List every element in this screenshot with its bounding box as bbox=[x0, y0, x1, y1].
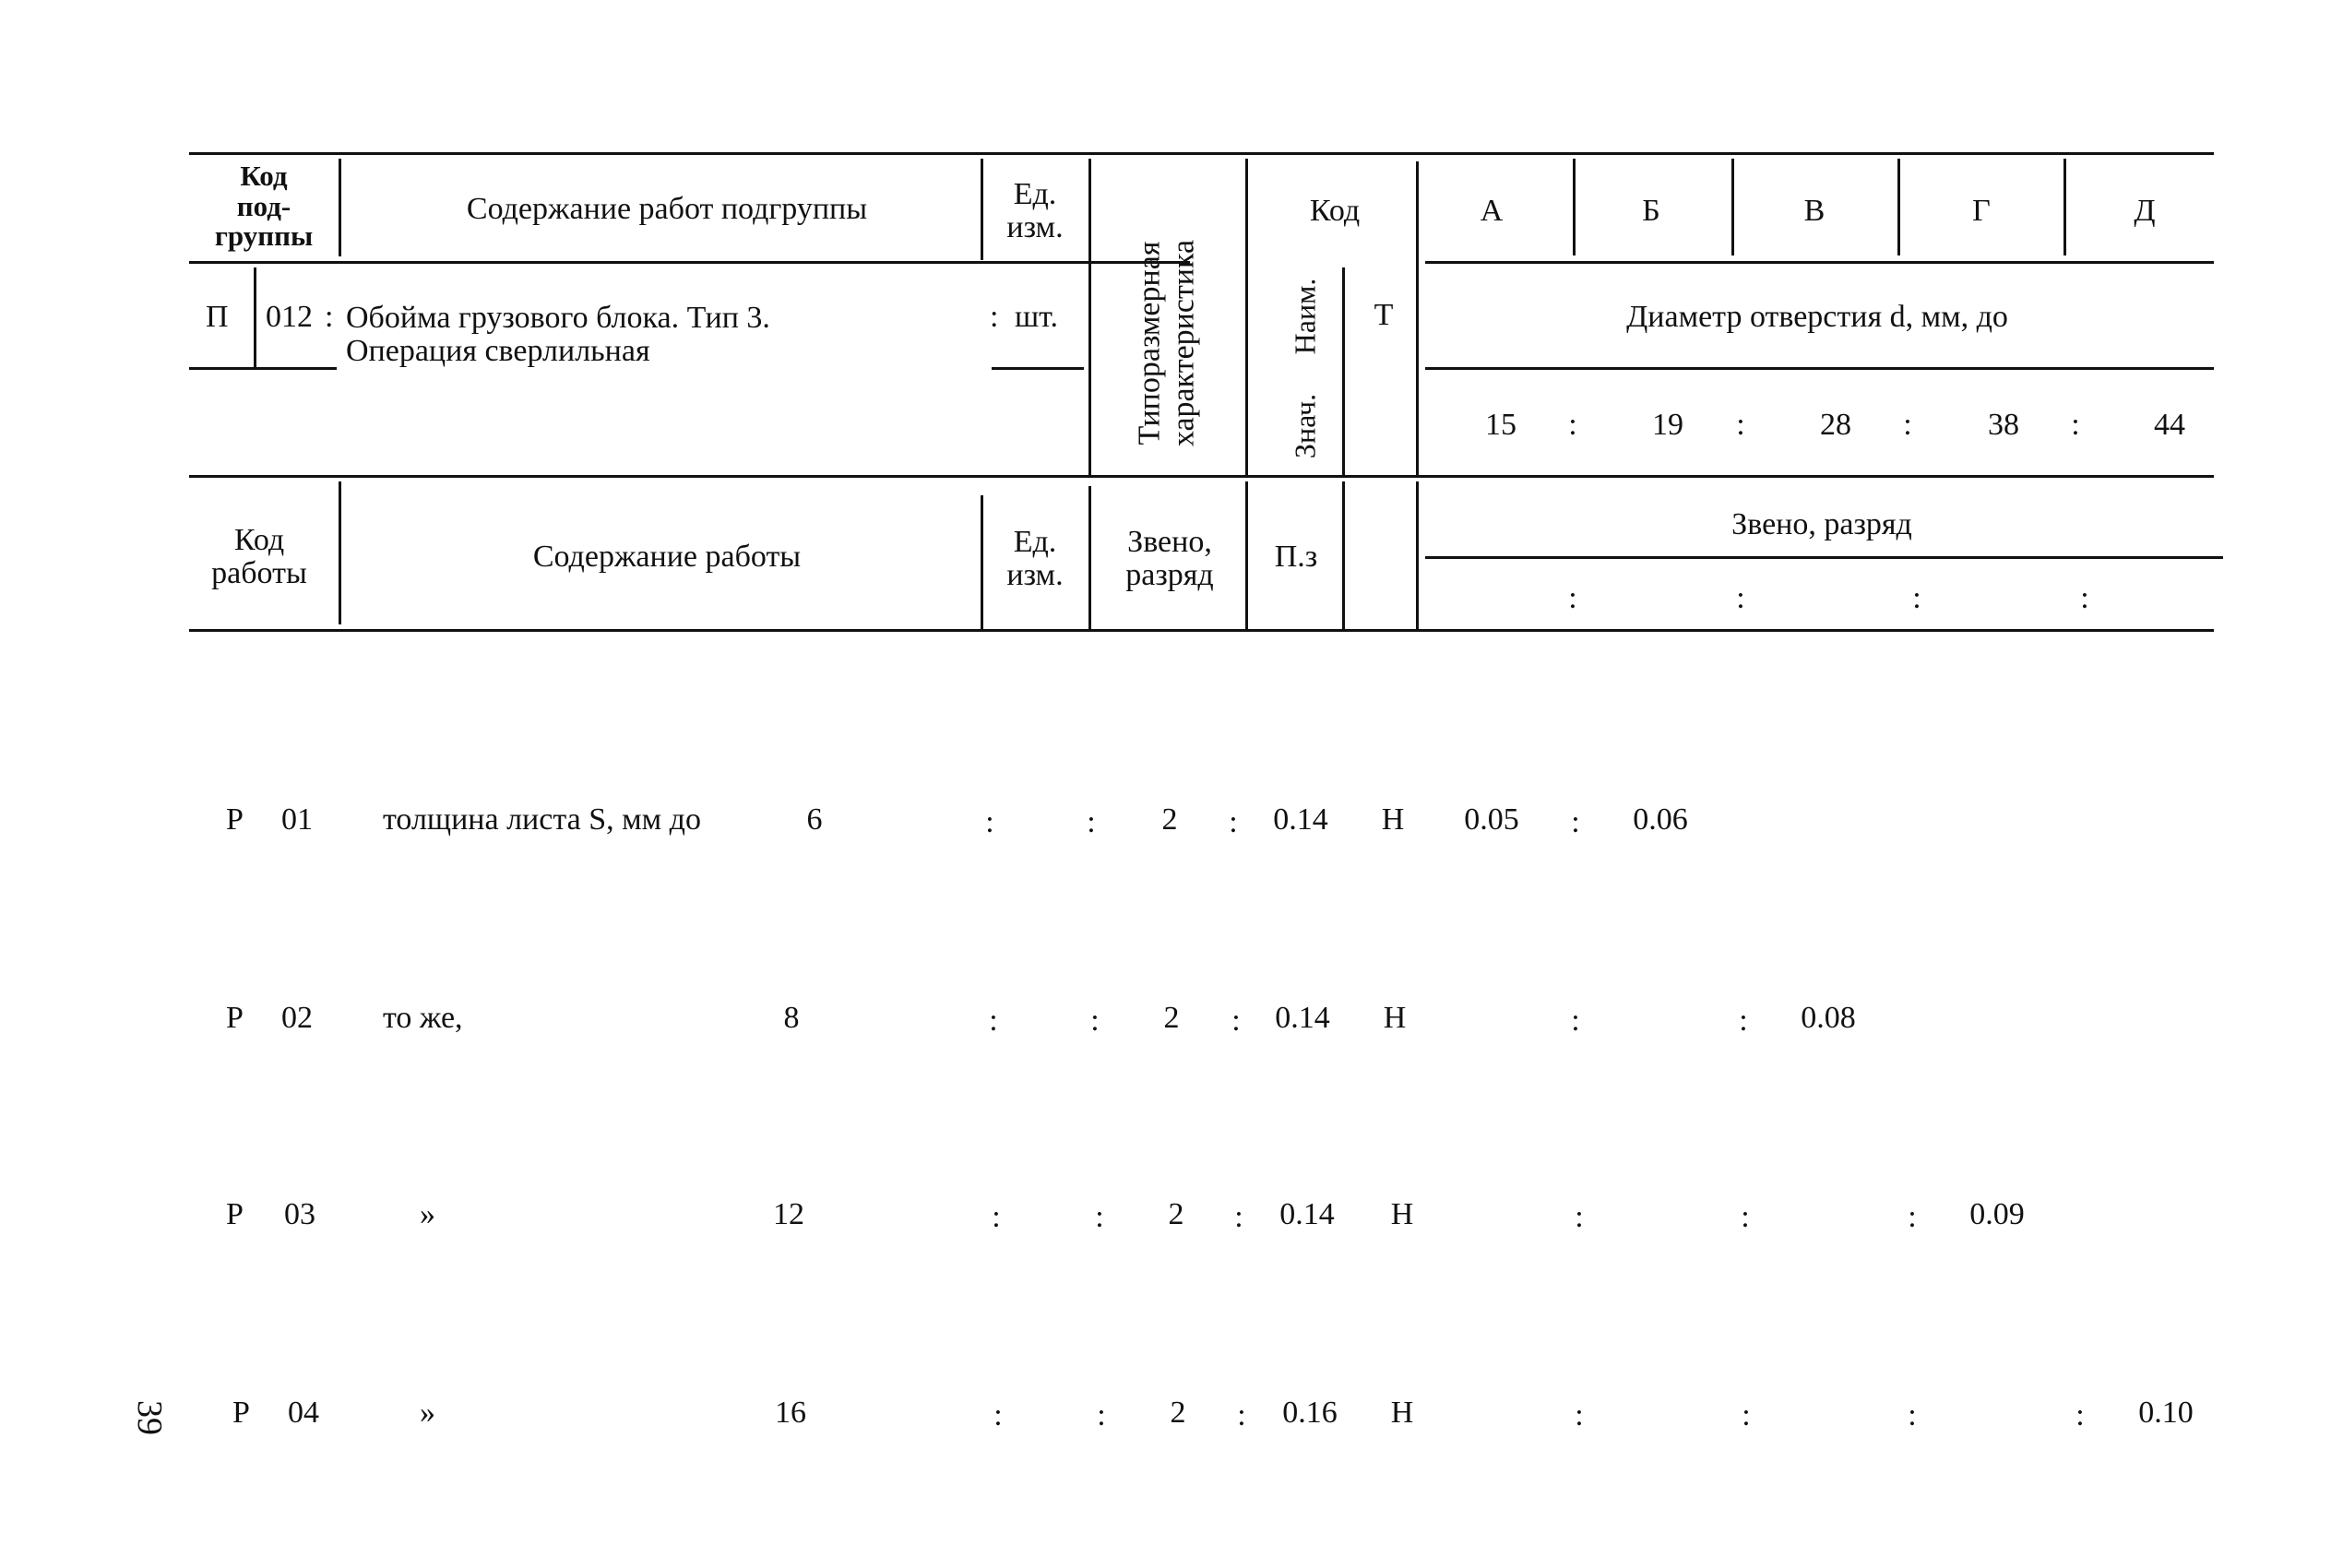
row-3-cell-d: 0.09 bbox=[1969, 1197, 2025, 1231]
param-rule bbox=[1425, 367, 2214, 370]
row-4-colon-unit: : bbox=[993, 1398, 1003, 1432]
vrule-code bbox=[339, 159, 341, 256]
row-2-pz: 0.14 bbox=[1275, 1001, 1330, 1035]
diameter-value-d: 38 bbox=[1988, 408, 2019, 442]
t-label: Т bbox=[1374, 298, 1394, 332]
row-2-description: то же, bbox=[383, 1001, 463, 1035]
row-4-colon-c: : bbox=[1908, 1398, 1917, 1432]
diameter-colon-4: : bbox=[2071, 408, 2080, 442]
row-3-pz: 0.14 bbox=[1279, 1197, 1335, 1231]
code-label: Код bbox=[1309, 194, 1361, 228]
row-4-value: 16 bbox=[775, 1396, 806, 1430]
row-3-colon-crew: : bbox=[1234, 1200, 1243, 1234]
crew-rank-colon-2: : bbox=[1736, 581, 1745, 615]
row-3-value: 12 bbox=[773, 1197, 804, 1231]
row-3-t: Н bbox=[1390, 1197, 1414, 1231]
row-3-letter: Р bbox=[226, 1197, 244, 1231]
row-2-value: 8 bbox=[783, 1001, 800, 1035]
vrule-typesize bbox=[1245, 159, 1248, 475]
vrule-code-right bbox=[1416, 161, 1419, 475]
unit-underline bbox=[992, 367, 1084, 370]
subgroup-number-colon: : bbox=[325, 300, 334, 334]
work-unit-label: Ед. изм. bbox=[1006, 525, 1064, 592]
column-a-label: А bbox=[1480, 194, 1504, 228]
row-1-letter: Р bbox=[226, 802, 244, 837]
row-1-cell-a: 0.05 bbox=[1464, 802, 1519, 837]
diameter-colon-1: : bbox=[1568, 408, 1577, 442]
work-code-label: Код работы bbox=[211, 523, 307, 590]
row-3-colon-b: : bbox=[1741, 1200, 1750, 1234]
crew-rank-label: Звено, разряд bbox=[1731, 507, 1912, 541]
row-4-letter: Р bbox=[232, 1396, 250, 1430]
row-3-description: » bbox=[420, 1197, 435, 1231]
row-1-crew: 2 bbox=[1161, 802, 1178, 837]
vrule-col-b bbox=[1731, 159, 1734, 255]
row-4-colon-typesize: : bbox=[1097, 1398, 1106, 1432]
row-1-colon-a: : bbox=[1571, 805, 1580, 839]
vrule-work-unit bbox=[1088, 486, 1091, 629]
column-c-label: В bbox=[1803, 194, 1826, 228]
row-1-t: Н bbox=[1381, 802, 1405, 837]
row-4-colon-d: : bbox=[2075, 1398, 2085, 1432]
row-1-value: 6 bbox=[806, 802, 823, 837]
unit-label: Ед. изм. bbox=[1006, 177, 1064, 244]
row-1-cell-b: 0.06 bbox=[1633, 802, 1688, 837]
row-4-code: 04 bbox=[288, 1396, 319, 1430]
row-1-description: толщина листа S, мм до bbox=[383, 802, 701, 837]
subgroup-number: 012 bbox=[266, 300, 313, 334]
work-content-label: Содержание работы bbox=[532, 540, 802, 574]
vrule-content bbox=[981, 159, 983, 260]
vrule-t bbox=[1416, 481, 1419, 629]
row-2-colon-typesize: : bbox=[1090, 1004, 1100, 1038]
vrule-col-a bbox=[1573, 159, 1576, 255]
row-1-colon-unit: : bbox=[985, 805, 994, 839]
crew-rank-colon-3: : bbox=[1912, 581, 1921, 615]
row-2-colon-crew: : bbox=[1231, 1004, 1241, 1038]
row-3-colon-typesize: : bbox=[1095, 1200, 1104, 1234]
diameter-value-e: 44 bbox=[2154, 408, 2185, 442]
vrule-col-d bbox=[2064, 159, 2066, 255]
row-1-colon-crew: : bbox=[1229, 805, 1238, 839]
row-1-colon-typesize: : bbox=[1087, 805, 1096, 839]
vrule-col-c bbox=[1897, 159, 1900, 255]
subgroup-code-underline bbox=[189, 367, 337, 370]
row-2-colon-b: : bbox=[1739, 1004, 1748, 1038]
vrule-work-content bbox=[981, 495, 983, 629]
row-1-pz: 0.14 bbox=[1273, 802, 1328, 837]
header-sub-rule-right bbox=[1425, 261, 2214, 264]
diameter-colon-2: : bbox=[1736, 408, 1745, 442]
row-2-cell-c: 0.08 bbox=[1801, 1001, 1856, 1035]
row-4-cell-e: 0.10 bbox=[2138, 1396, 2194, 1430]
header-top-rule bbox=[189, 152, 2214, 155]
vrule-crew bbox=[1245, 481, 1248, 629]
table-header-end-rule bbox=[189, 629, 2214, 632]
row-4-colon-b: : bbox=[1742, 1398, 1751, 1432]
column-d-label: Г bbox=[1972, 194, 1991, 228]
subgroup-code-label: Код под- группы bbox=[214, 160, 314, 253]
page-number: 39 bbox=[130, 1400, 169, 1435]
row-2-t: Н bbox=[1383, 1001, 1407, 1035]
crew-rank-rule bbox=[1425, 556, 2223, 559]
diameter-value-a: 15 bbox=[1485, 408, 1516, 442]
row-2-crew: 2 bbox=[1163, 1001, 1180, 1035]
row-3-colon-unit: : bbox=[992, 1200, 1001, 1234]
row-4-t: Н bbox=[1390, 1396, 1414, 1430]
row-4-colon-crew: : bbox=[1237, 1398, 1246, 1432]
header-sub-rule-left bbox=[189, 261, 1190, 264]
crew-rank-colon-1: : bbox=[1568, 581, 1577, 615]
row-2-colon-a: : bbox=[1571, 1004, 1580, 1038]
column-b-label: Б bbox=[1642, 194, 1660, 228]
row-2-colon-unit: : bbox=[989, 1004, 998, 1038]
diameter-value-b: 19 bbox=[1652, 408, 1683, 442]
column-e-label: Д bbox=[2134, 194, 2156, 228]
row-4-colon-a: : bbox=[1575, 1398, 1584, 1432]
subgroup-content-label: Содержание работ подгруппы bbox=[466, 192, 868, 226]
subgroup-letter: П bbox=[206, 300, 229, 334]
row-3-colon-a: : bbox=[1575, 1200, 1584, 1234]
subgroup-title: Обойма грузового блока. Тип 3. Операция сверлильная bbox=[346, 301, 770, 368]
diameter-colon-3: : bbox=[1903, 408, 1912, 442]
vrule-work-code bbox=[339, 481, 341, 624]
crew-rank-colon-4: : bbox=[2080, 581, 2089, 615]
row-1-code: 01 bbox=[281, 802, 313, 837]
row-3-colon-c: : bbox=[1908, 1200, 1917, 1234]
row-3-code: 03 bbox=[284, 1197, 315, 1231]
row-4-description: » bbox=[420, 1396, 435, 1430]
subgroup-unit: шт. bbox=[1015, 300, 1058, 334]
row-2-letter: Р bbox=[226, 1001, 244, 1035]
subgroup-unit-colon: : bbox=[990, 300, 999, 334]
row-4-pz: 0.16 bbox=[1282, 1396, 1338, 1430]
typesize-label: Типоразмерная характеристика bbox=[1132, 239, 1201, 447]
parameter-title: Диаметр отверстия d, мм, до bbox=[1626, 300, 2008, 334]
vrule-pz bbox=[1342, 481, 1345, 629]
diameter-value-c: 28 bbox=[1820, 408, 1851, 442]
vrule-unit bbox=[1088, 159, 1091, 475]
vrule-subgroup-letter bbox=[254, 267, 256, 367]
value-label: Знач. bbox=[1288, 393, 1322, 459]
row-4-crew: 2 bbox=[1170, 1396, 1186, 1430]
row-2-code: 02 bbox=[281, 1001, 313, 1035]
pz-label: П.з bbox=[1274, 540, 1318, 574]
header-bottom-rule bbox=[189, 475, 2214, 478]
crew-label: Звено, разряд bbox=[1125, 525, 1214, 592]
name-label: Наим. bbox=[1288, 278, 1322, 355]
vrule-name bbox=[1342, 267, 1345, 475]
row-3-crew: 2 bbox=[1168, 1197, 1184, 1231]
